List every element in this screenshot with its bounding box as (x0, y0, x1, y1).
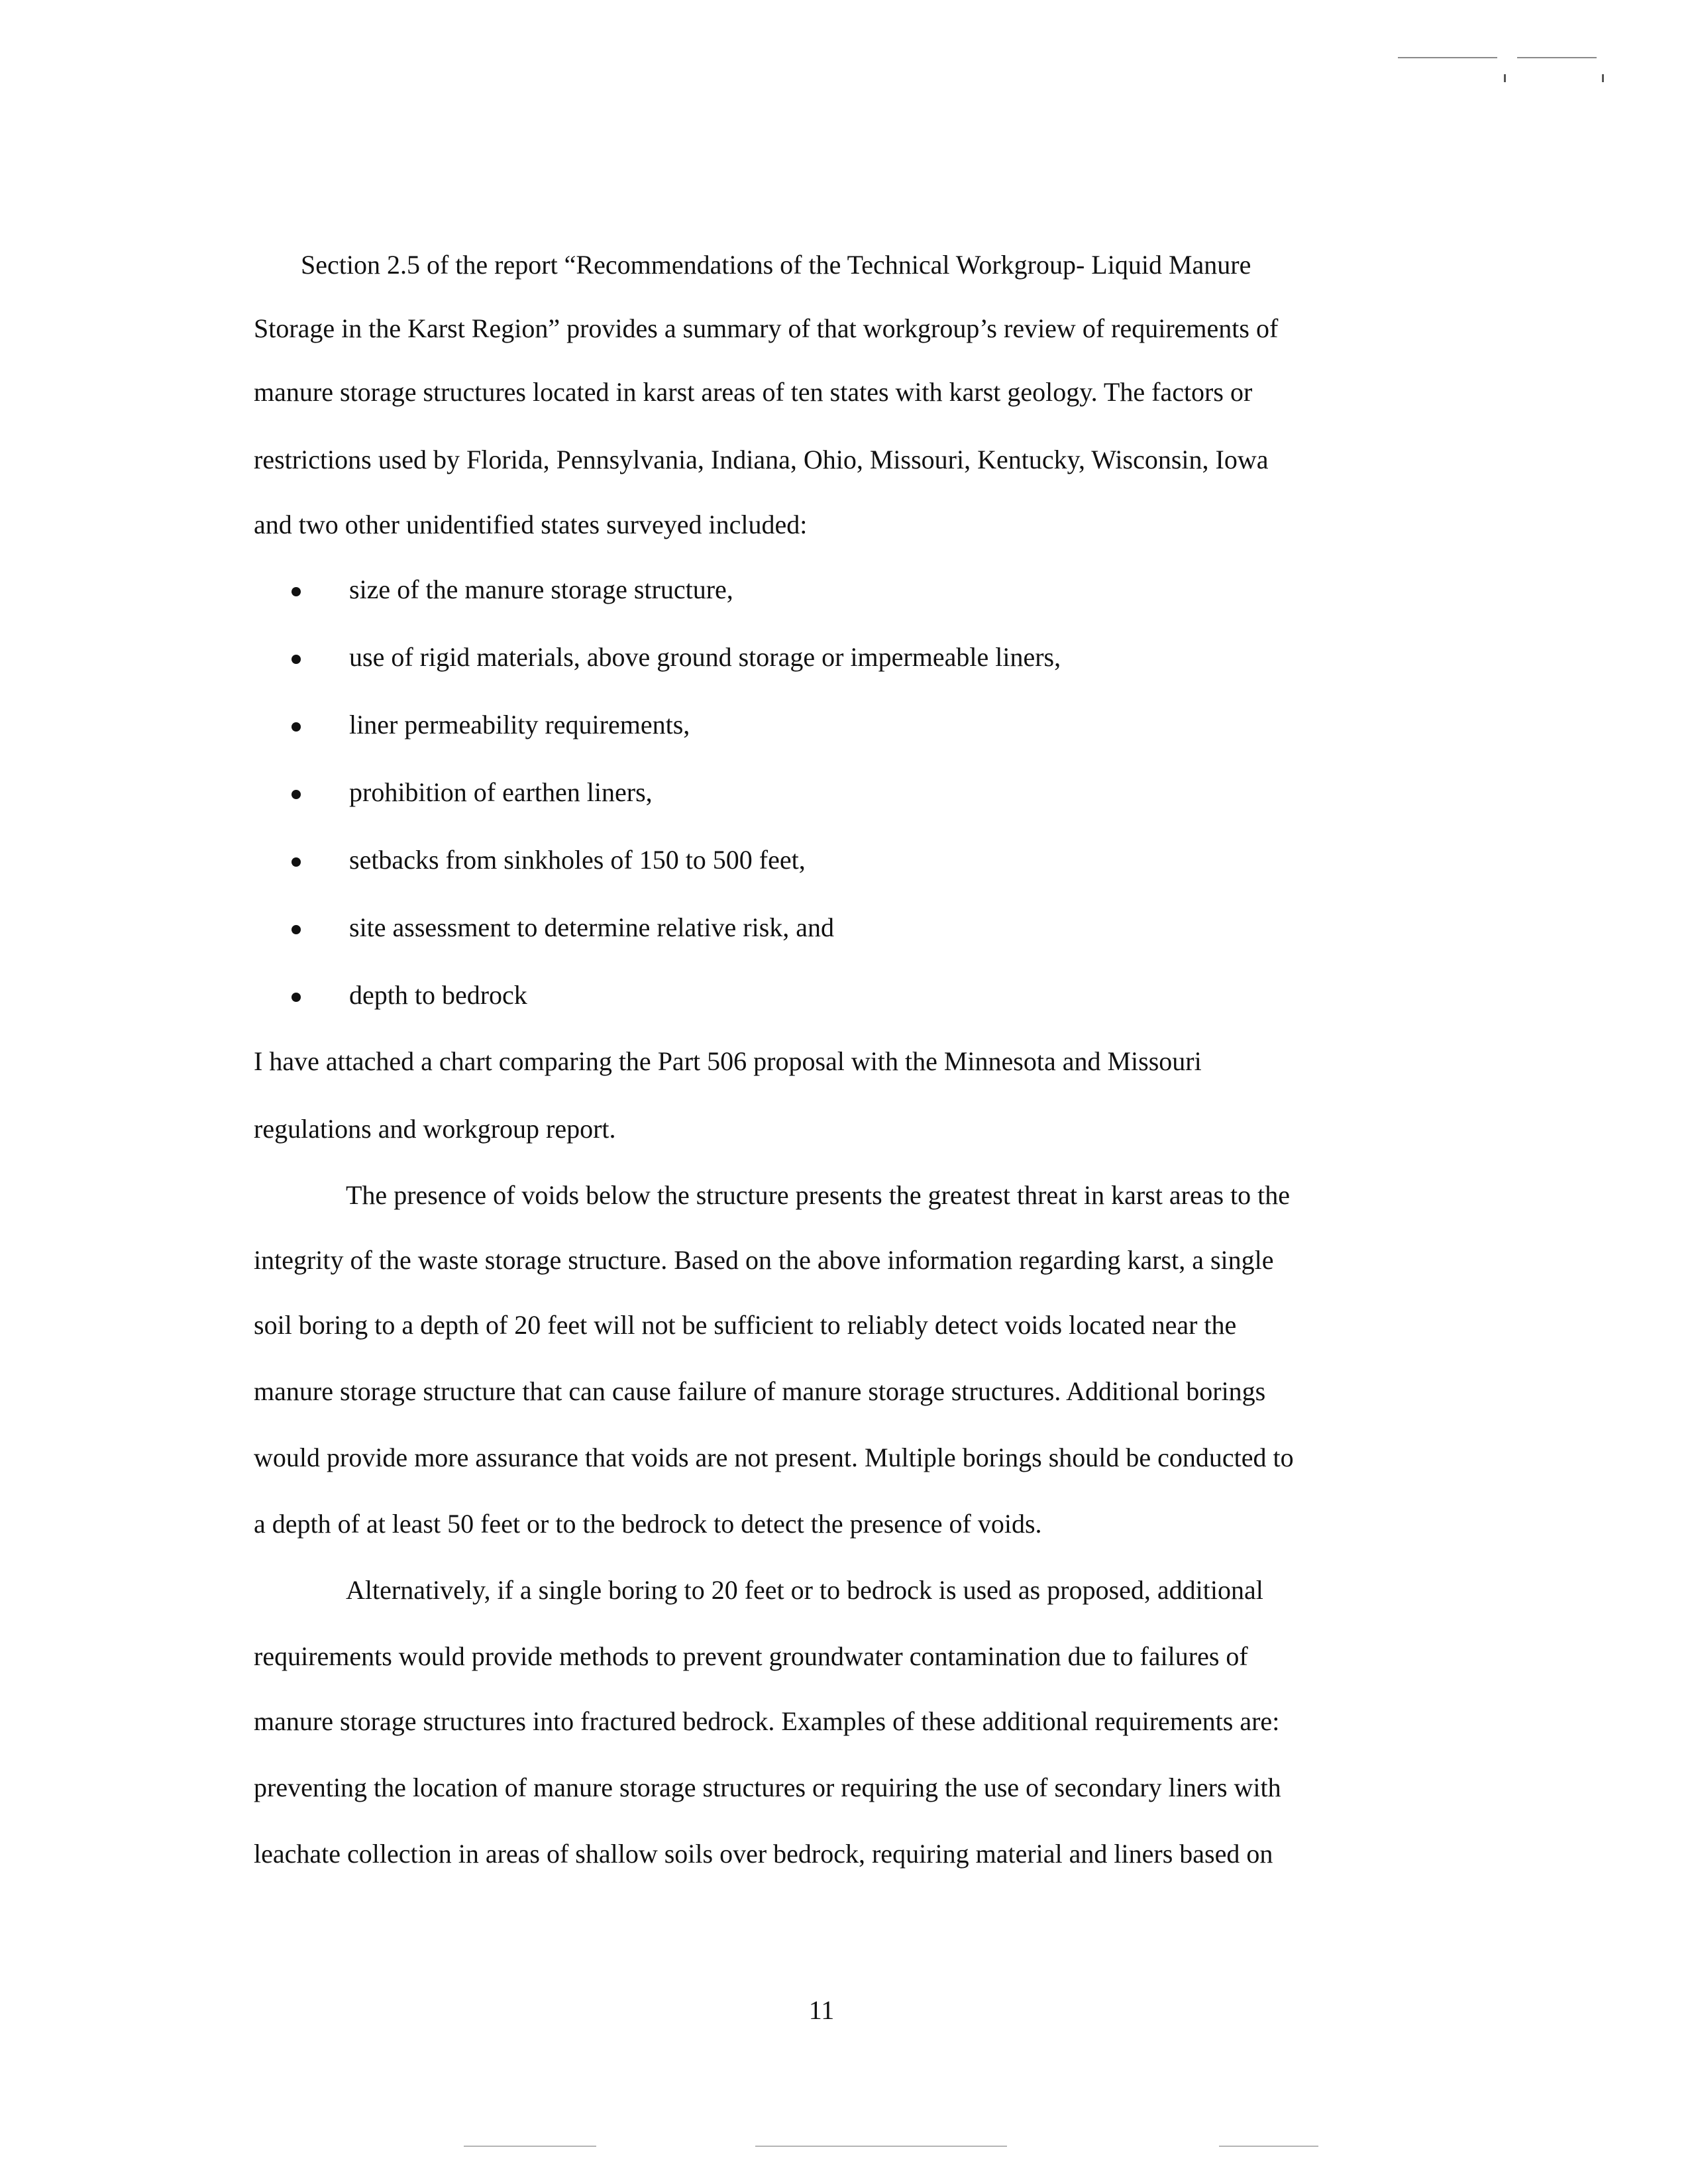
text-line: requirements would provide methods to prevent groundwater contamination due to failures of (254, 1641, 1248, 1671)
scan-artifact-dash (1219, 2146, 1318, 2147)
text-line: The presence of voids below the structure presents the greatest threat in karst areas to the (346, 1180, 1291, 1210)
bullet-icon (292, 790, 301, 799)
text-line: preventing the location of manure storage structures or requiring the use of secondary liners with (254, 1773, 1281, 1802)
scan-artifact-tick (1602, 74, 1604, 82)
bullet-icon (292, 655, 301, 664)
scan-artifact-dash (464, 2146, 596, 2147)
list-item-text: liner permeability requirements, (349, 710, 690, 739)
text-line: Section 2.5 of the report “Recommendations of the Technical Workgroup- Liquid Manure (301, 250, 1251, 280)
text-line: would provide more assurance that voids are not present. Multiple borings should be conducted to (254, 1443, 1294, 1472)
text-line: I have attached a chart comparing the Part 506 proposal with the Minnesota and Missouri (254, 1046, 1202, 1076)
text-line: and two other unidentified states surveyed included: (254, 510, 808, 539)
list-item-text: site assessment to determine relative risk, and (349, 912, 835, 942)
scan-artifact-dash (755, 2146, 1007, 2147)
scan-artifact-tick (1504, 74, 1506, 82)
text-line: manure storage structures into fractured bedrock. Examples of these additional requirements are: (254, 1706, 1280, 1736)
text-line: soil boring to a depth of 20 feet will not be sufficient to reliably detect voids located near the (254, 1310, 1237, 1340)
scan-artifact-rule (1517, 57, 1597, 58)
text-line: a depth of at least 50 feet or to the bedrock to detect the presence of voids. (254, 1509, 1042, 1539)
list-item-text: depth to bedrock (349, 980, 527, 1010)
bullet-icon (292, 993, 301, 1002)
list-item-text: prohibition of earthen liners, (349, 777, 653, 807)
text-line: integrity of the waste storage structure. Based on the above information regarding karst, a single (254, 1245, 1274, 1275)
text-line: manure storage structure that can cause failure of manure storage structures. Additional borings (254, 1376, 1266, 1406)
list-item-text: size of the manure storage structure, (349, 574, 733, 604)
list-item-text: setbacks from sinkholes of 150 to 500 feet, (349, 845, 806, 875)
bullet-icon (292, 722, 301, 732)
bullet-icon (292, 925, 301, 934)
text-line: regulations and workgroup report. (254, 1114, 616, 1144)
text-line: manure storage structures located in karst areas of ten states with karst geology. The factors or (254, 377, 1253, 407)
bullet-icon (292, 857, 301, 867)
text-line: restrictions used by Florida, Pennsylvania, Indiana, Ohio, Missouri, Kentucky, Wisconsin, Iowa (254, 445, 1269, 474)
bullet-icon (292, 587, 301, 596)
page-number: 11 (808, 1995, 835, 2025)
list-item-text: use of rigid materials, above ground storage or impermeable liners, (349, 642, 1061, 672)
text-line: Alternatively, if a single boring to 20 feet or to bedrock is used as proposed, additional (346, 1575, 1263, 1605)
text-line: Storage in the Karst Region” provides a summary of that workgroup’s review of requirements of (254, 313, 1279, 343)
text-line: leachate collection in areas of shallow soils over bedrock, requiring material and liners based on (254, 1839, 1273, 1869)
scan-artifact-rule (1398, 57, 1497, 58)
